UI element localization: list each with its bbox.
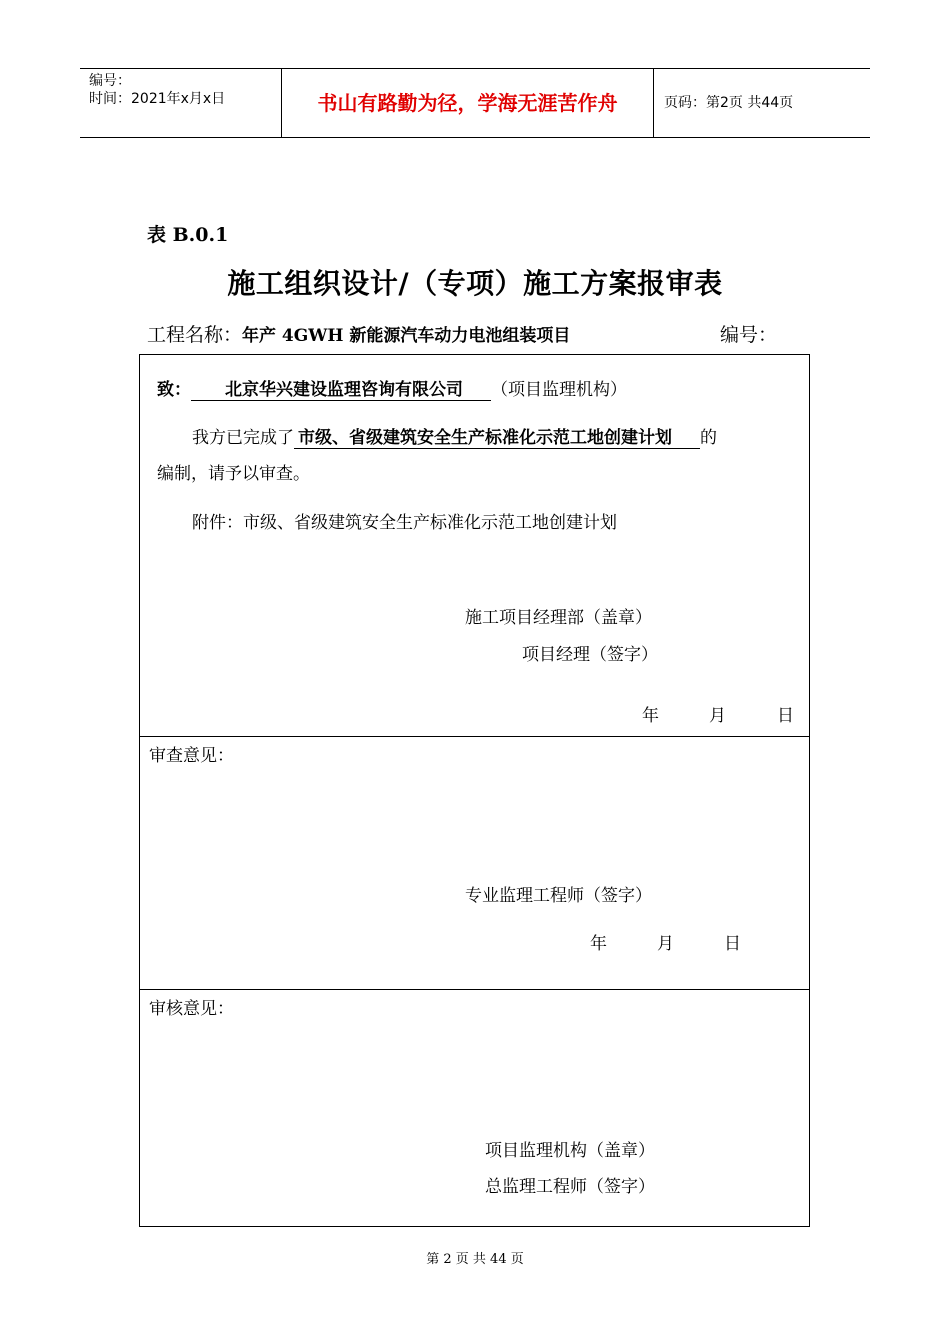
review-opinion-label: 审查意见：: [149, 746, 234, 766]
attachment-line: 附件：市级、省级建筑安全生产标准化示范工地创建计划: [192, 513, 617, 533]
header-time: 时间：2021年x月x日: [89, 91, 226, 107]
project-label: 工程名称：: [147, 324, 243, 346]
plan-name: 市级、省级建筑安全生产标准化示范工地创建计划: [294, 428, 700, 449]
chief-engineer-sign-line: 总监理工程师（签字）: [485, 1177, 655, 1197]
project-row: [147, 320, 787, 347]
sentence-prefix: 我方已完成了: [192, 428, 294, 448]
approval-form: [139, 354, 810, 1227]
document-header: [80, 68, 870, 138]
review-date-day: 日: [724, 934, 741, 954]
header-motto: 书山有路勤为径，学海无涯苦作舟: [282, 69, 654, 137]
audit-opinion-label: 审核意见：: [149, 999, 234, 1019]
date-day: 日: [777, 706, 794, 726]
sentence-suffix: 的: [700, 428, 717, 448]
completion-line-2: 编制，请予以审查。: [157, 464, 310, 484]
manager-sign-line: 项目经理（签字）: [522, 645, 658, 665]
review-section: [140, 737, 809, 990]
project-name: 年产 4GWH 新能源汽车动力电池组装项目: [242, 326, 571, 346]
seal-line: 施工项目经理部（盖章）: [465, 608, 652, 628]
review-date-year: 年: [590, 934, 607, 954]
agency-seal-line: 项目监理机构（盖章）: [485, 1141, 655, 1161]
header-meta: [80, 69, 282, 137]
recipient-name: 北京华兴建设监理咨询有限公司: [191, 380, 491, 401]
completion-line: [192, 423, 717, 449]
page-footer: 第 2 页 共 44 页: [426, 1252, 524, 1267]
table-number: 表 B.0.1: [147, 224, 229, 246]
header-page-code: 页码：第2页 共44页: [664, 95, 794, 111]
audit-section: [140, 990, 809, 1226]
review-date-month: 月: [657, 934, 674, 954]
to-label: 致：: [157, 380, 191, 400]
date-year: 年: [642, 706, 659, 726]
engineer-sign-line: 专业监理工程师（签字）: [465, 886, 652, 906]
page-title: 施工组织设计/（专项）施工方案报审表: [227, 267, 723, 300]
submission-section: [140, 355, 809, 737]
header-number-label: 编号：: [89, 73, 131, 89]
project-number-label: 编号：: [719, 324, 777, 346]
recipient-line: [157, 375, 627, 401]
recipient-role: （项目监理机构）: [491, 380, 627, 400]
date-month: 月: [709, 706, 726, 726]
